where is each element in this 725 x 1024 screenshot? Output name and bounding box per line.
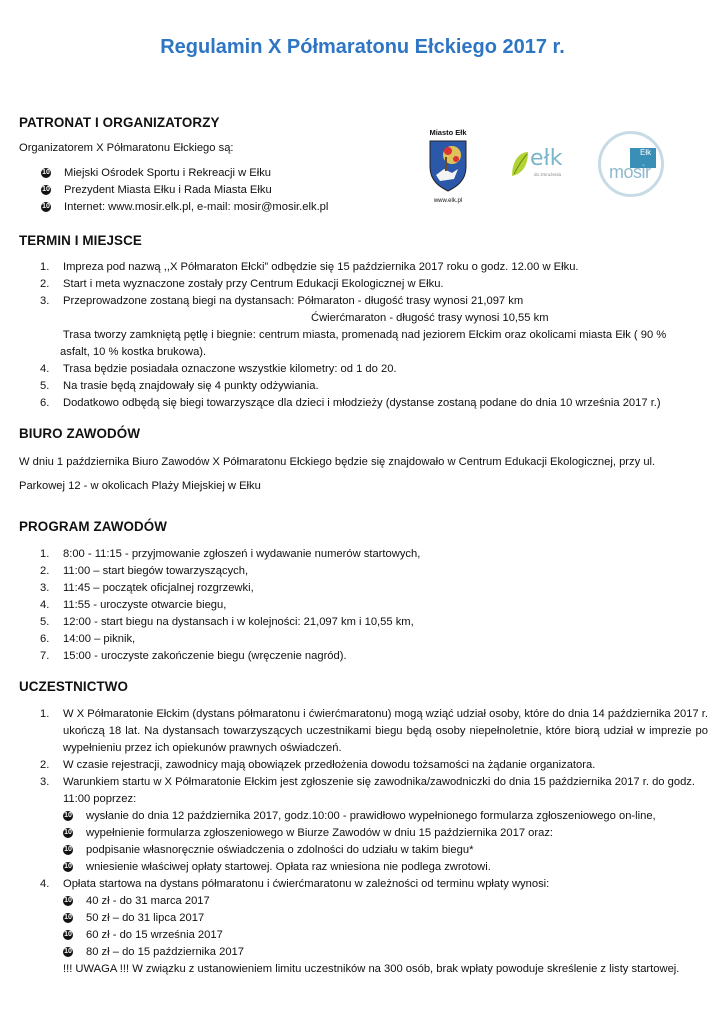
- termin-item3-line4: asfalt, 10 % kostka brukowa).: [60, 346, 207, 358]
- patronat-intro: Organizatorem X Półmaratonu Ełckiego są:: [19, 142, 234, 154]
- bullet-icon: 10: [64, 897, 72, 904]
- list-item: 5. 12:00 - start biegu na dystansach i w kolejności: 21,097 km i 10,55 km,: [40, 616, 414, 628]
- list-item: 2. Start i meta wyznaczone zostały przy Centrum Edukacji Ekologicznej w Ełku.: [40, 278, 444, 290]
- list-item: 4. Trasa będzie posiadała oznaczone wszystkie kilometry: od 1 do 20.: [40, 363, 397, 375]
- patronat-list: [41, 165, 421, 216]
- uczestnictwo-list: [40, 706, 708, 978]
- list-item: 7. 15:00 - uroczyste zakończenie biegu (wręczenie nagród).: [40, 650, 347, 662]
- bullet-icon: 10: [64, 863, 72, 870]
- bullet-icon: 10: [64, 812, 72, 819]
- bullet-icon: 10: [42, 169, 50, 176]
- list-item: 3. Przeprowadzone zostaną biegi na dystansach: Półmaraton - długość trasy wynosi 21,097 km: [40, 295, 524, 307]
- section-heading-program: PROGRAM ZAWODÓW: [19, 519, 168, 534]
- program-list: [40, 546, 720, 665]
- termin-item3-line2: Ćwierćmaraton - długość trasy wynosi 10,55 km: [311, 312, 549, 324]
- list-item: 10 Miejski Ośrodek Sportu i Rekreacji w Ełku: [42, 167, 272, 179]
- section-heading-uczestnictwo: UCZESTNICTWO: [19, 679, 129, 694]
- fees-list: [63, 893, 708, 961]
- list-item: 10 60 zł - do 15 września 2017: [64, 929, 223, 941]
- limit-warning: !!! UWAGA !!! W związku z ustanowieniem limitu uczestników na 300 osób, brak wpłaty powoduje skreślenie z listy startowej.: [63, 963, 680, 975]
- termin-list-continued: [40, 361, 720, 412]
- list-item: 10 wypełnienie formularza zgłoszeniowego w Biurze Zawodów w dniu 15 października 2017 oraz:: [64, 827, 554, 839]
- bullet-icon: 10: [64, 846, 72, 853]
- list-item: 10 50 zł – do 31 lipca 2017: [64, 912, 205, 924]
- biuro-text-line2: Parkowej 12 - w okolicach Plaży Miejskiej w Ełku: [19, 480, 261, 492]
- city-coat-of-arms-logo: Miasto Ełk www.elk.pl: [424, 128, 472, 206]
- requirements-list: [63, 808, 708, 876]
- list-item: 10 40 zł - do 31 marca 2017: [64, 895, 210, 907]
- mosir-logo: Ełk mosir: [598, 131, 664, 197]
- list-item: 1. W X Półmaratonie Ełckim (dystans półmaratonu i ćwierćmaratonu) mogą wziąć udział osoby, które do dnia 14 października 2017 r. ukończą 18 lat. Na dystansach towarzyszących uczestnikami biegu będą osoby niepełnoletnie, które biorą udział w imprezie po wypełnieniu przez ich opiekunów prawnych oświadczeń.: [40, 708, 708, 754]
- list-item: 6. 14:00 – piknik,: [40, 633, 136, 645]
- list-item: 10 80 zł – do 15 października 2017: [64, 946, 244, 958]
- list-item: 2. W czasie rejestracji, zawodnicy mają obowiązek przedłożenia dowodu tożsamości na żądanie organizatora.: [40, 759, 596, 771]
- document-title: Regulamin X Półmaratonu Ełckiego 2017 r.: [160, 36, 565, 58]
- section-heading-patronat: PATRONAT I ORGANIZATORZY: [19, 115, 220, 130]
- elk-brand-logo: ełk do zmrużenia: [510, 148, 576, 180]
- list-item: 3. Warunkiem startu w X Półmaratonie Ełckim jest zgłoszenie się zawodnika/zawodniczki do dnia 15 października 2017 r. do godz. 11:00 poprzez: 10 wysłanie do dnia 12 października 2017, godz.10:00 - prawidłowo wypełnionego formularza zgłoszeniowego on-line, 10 wypełnienie formularza zgłoszeniowego w Biurze Zawodów w dniu 15 października 2017 oraz: 10 podpisanie własnoręcznie oświadczenia o zdolności do udziału w takim biegu* 10 wniesienie właściwej opłaty startowej. Opłata raz wniesiona nie podlega zwrotowi.: [40, 774, 708, 876]
- coat-of-arms-icon: [424, 137, 472, 193]
- bullet-icon: 10: [64, 829, 72, 836]
- list-item: 3. 11:45 – początek oficjalnej rozgrzewki,: [40, 582, 254, 594]
- list-item: 10 wysłanie do dnia 12 października 2017, godz.10:00 - prawidłowo wypełnionego formularza zgłoszeniowego on-line,: [64, 810, 656, 822]
- list-item: 10 wniesienie właściwej opłaty startowej. Opłata raz wniesiona nie podlega zwrotowi.: [64, 861, 491, 873]
- bullet-icon: 10: [42, 203, 50, 210]
- leaf-icon: [510, 150, 530, 178]
- list-item: 4. 11:55 - uroczyste otwarcie biegu,: [40, 599, 227, 611]
- section-heading-termin: TERMIN I MIEJSCE: [19, 233, 142, 248]
- termin-item3-line3: Trasa tworzy zamkniętą pętlę i biegnie: centrum miasta, promenadą nad jeziorem Ełckim oraz okolicami miasta Ełk ( 90 %: [60, 329, 667, 341]
- section-heading-biuro: BIURO ZAWODÓW: [19, 426, 141, 441]
- list-item: 2. 11:00 – start biegów towarzyszących,: [40, 565, 249, 577]
- bullet-icon: 10: [64, 948, 72, 955]
- list-item: 10 Internet: www.mosir.elk.pl, e-mail: mosir@mosir.elk.pl: [42, 201, 329, 213]
- termin-list: [40, 259, 720, 310]
- list-item: 1. 8:00 - 11:15 - przyjmowanie zgłoszeń i wydawanie numerów startowych,: [40, 548, 421, 560]
- bullet-icon: 10: [64, 931, 72, 938]
- bullet-icon: 10: [42, 186, 50, 193]
- biuro-text-line1: W dniu 1 października Biuro Zawodów X Półmaratonu Ełckiego będzie się znajdowało w Centrum Edukacji Ekologicznej, przy ul.: [19, 456, 656, 468]
- list-item: 10 Prezydent Miasta Ełku i Rada Miasta Ełku: [42, 184, 272, 196]
- list-item: 1. Impreza pod nazwą ,,X Półmaraton Ełcki” odbędzie się 15 października 2017 roku o godz. 12.00 w Ełku.: [40, 261, 579, 273]
- list-item: 10 podpisanie własnoręcznie oświadczenia o zdolności do udziału w takim biegu*: [64, 844, 474, 856]
- list-item: 6. Dodatkowo odbędą się biegi towarzyszące dla dzieci i młodzieży (dystanse zostaną podane do dnia 10 września 2017 r.): [40, 397, 661, 409]
- list-item: 5. Na trasie będą znajdowały się 4 punkty odżywiania.: [40, 380, 319, 392]
- bullet-icon: 10: [64, 914, 72, 921]
- list-item: 4. Opłata startowa na dystans półmaratonu i ćwierćmaratonu w zależności od terminu wpłaty wynosi: 10 40 zł - do 31 marca 2017 10 50 zł – do 31 lipca 2017 10 60 zł - do 15 września 2017 10 80 zł – do 15 października 2017 !!! UWAGA !!! W związku z ustanowieniem limitu uczestników na 300 osób, brak wpłaty powoduje skreślenie z listy startowej.: [40, 876, 708, 978]
